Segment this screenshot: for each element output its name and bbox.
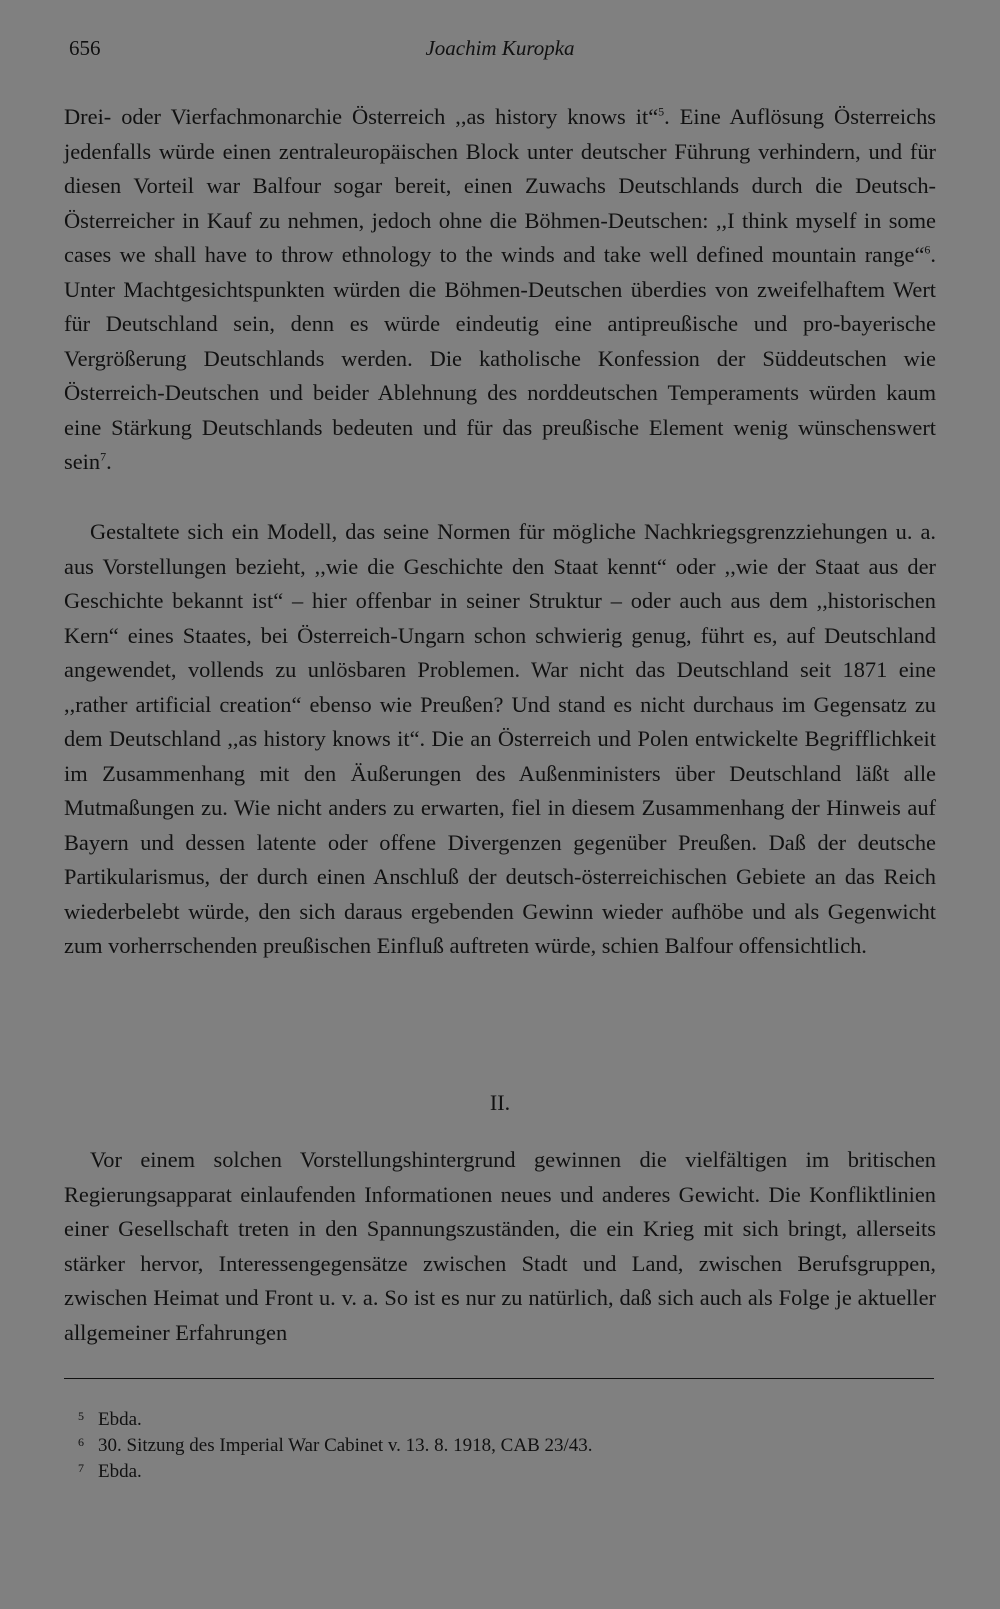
section-heading: II.	[489, 1090, 511, 1115]
paragraph-1-text: . Unter Machtgesichtspunkten würden die Böhmen-Deutschen überdies von zweifelhaftem Wert für Deutschland sein, denn es würde eindeutig eine antipreußische und pro-bayerische Vergrößerung Deutschlands werden. Die katholische Konfession der Süddeutschen wie Österreich-Deutschen und beider Ablehnung des norddeutschen Temperaments würden kaum eine Stärkung Deutschlands bedeuten und für das preußische Element wenig wünschenswert sein	[64, 242, 936, 474]
footnote-text: 30. Sitzung des Imperial War Cabinet v. 13. 8. 1918, CAB 23/43.	[98, 1435, 593, 1456]
paragraph-1	[64, 100, 936, 480]
page-number: 656	[69, 36, 101, 60]
paragraph-1-text: . Eine Auflösung Österreichs jedenfalls würde einen zentraleuropäischen Block unter deutscher Führung verhindern, und für diesen Vorteil war Balfour sogar bereit, einen Zuwachs Deutschlands durch die Deutsch-Österreicher in Kauf zu nehmen, jedoch ohne die Böhmen-Deutschen: ,,I think myself in some cases we shall have to throw ethnology to the winds and take well defined mountain range“	[64, 104, 936, 267]
footnote-6	[78, 1433, 878, 1459]
footnotes	[78, 1407, 878, 1485]
paragraph-1-text: .	[106, 449, 112, 474]
footnote-5	[78, 1407, 878, 1433]
paragraph-2: Gestaltete sich ein Modell, das seine Normen für mögliche Nachkriegsgrenzziehungen u. a. aus Vorstellungen bezieht, ,,wie die Geschichte den Staat kennt“ oder ,,wie der Staat aus der Geschichte bekannt ist“ – hier offenbar in seiner Struktur – oder auch aus dem ,,historischen Kern“ eines Staates, bei Österreich-Ungarn schon schwierig genug, führt es, auf Deutschland angewendet, vollends zu unlösbaren Problemen. War nicht das Deutschland seit 1871 eine ,,rather artificial creation“ ebenso wie Preußen? Und stand es nicht durchaus im Gegensatz zu dem Deutschland ,,as history knows it“. Die an Österreich und Polen entwickelte Begrifflichkeit im Zusammenhang mit den Äußerungen des Außenministers über Deutschland läßt alle Mutmaßungen zu. Wie nicht anders zu erwarten, fiel in diesem Zusammenhang der Hinweis auf Bayern und dessen latente oder offene Divergenzen gegenüber Preußen. Daß der deutsche Partikularismus, der durch einen Anschluß der deutsch-österreichischen Gebiete an das Reich wiederbelebt würde, den sich daraus ergebenden Gewinn wieder aufhöbe und als Gegenwicht zum vorherrschenden preußischen Einfluß auftreten würde, schien Balfour offensichtlich.	[64, 519, 936, 958]
footnote-ref-5: 5	[658, 104, 665, 119]
footnote-text: Ebda.	[98, 1461, 142, 1482]
footnote-7	[78, 1459, 878, 1485]
footnote-mark: 6	[78, 1435, 84, 1449]
footnote-separator-rule	[64, 1378, 934, 1379]
footnote-ref-6: 6	[924, 242, 931, 257]
footnote-ref-7: 7	[100, 449, 107, 464]
footnote-text: Ebda.	[98, 1409, 142, 1430]
running-head-author: Joachim Kuropka	[425, 36, 575, 60]
footnote-mark: 7	[78, 1461, 84, 1475]
footnote-mark: 5	[78, 1409, 84, 1423]
paragraph-1-text: Drei- oder Vierfachmonarchie Österreich ,,as history knows it“	[64, 104, 659, 129]
paragraph-3: Vor einem solchen Vorstellungshintergrund gewinnen die vielfältigen im britischen Regierungsapparat einlaufenden Informationen neues und anderes Gewicht. Die Konfliktlinien einer Gesellschaft treten in den Spannungszuständen, die ein Krieg mit sich bringt, allerseits stärker hervor, Interessengegensätze zwischen Stadt und Land, zwischen Berufsgruppen, zwischen Heimat und Front u. v. a. So ist es nur zu natürlich, daß sich auch als Folge je aktueller allgemeiner Erfahrungen	[64, 1147, 936, 1345]
